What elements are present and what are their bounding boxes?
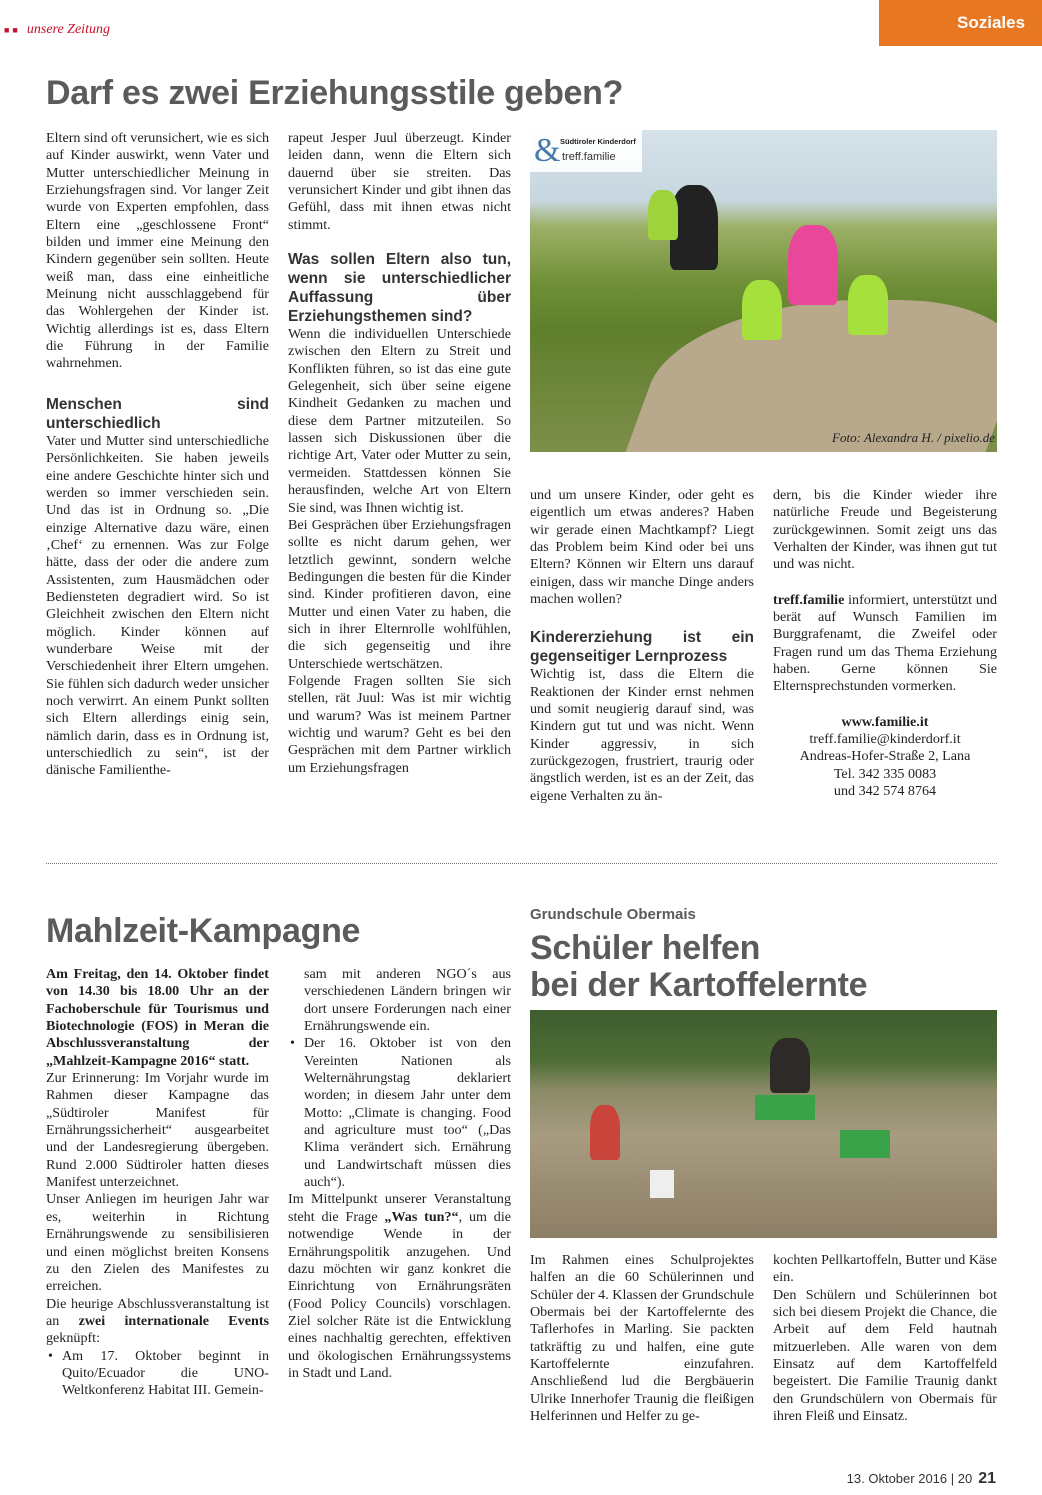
article1-paragraph: und um unsere Kinder, oder geht es eigentlich um etwas anderes? Haben wir gerade einen Machtkampf? Liegt das Problem beim Kind oder bei uns Eltern? Können wir Eltern uns darauf einigen, dass wir manche Dinge anders machen wollen? [530, 487, 754, 608]
article3-col2 [773, 1252, 997, 1425]
article1-col1 [46, 130, 269, 780]
article2-bold-text: „Was tun?“ [384, 1208, 459, 1225]
article1-paragraph: Folgende Fragen sollten Sie sich stellen, rät Juul: Was ist mir wichtig und warum? Was ist meinem Partner wichtig und warum? Geht es bei den Gesprächen mit dem Partner wirklich um Erziehungsfragen [288, 672, 511, 776]
photo-figure [848, 275, 888, 335]
contact-web[interactable]: www.familie.it [841, 713, 929, 730]
photo-crate [840, 1130, 890, 1158]
article3-kicker: Grundschule Obermais [530, 906, 696, 923]
footer-date: 13. Oktober 2016 | 20 [846, 1471, 973, 1486]
article1-paragraph: Wenn die individuellen Unterschiede zwischen den Eltern zu Streit und Konflikten führen, so ist das eine gute Gelegenheit, sich über seine eigene Kindheit Gedanken zu machen und diese dem Partner mitzuteilen. So lassen sich Diskussionen über die richtige Art, Vater oder Mutter zu sein, vermeiden. Stattdessen können Sie herausfinden, welche Art von Eltern Sie sind, was Ihnen wichtig ist. [288, 326, 511, 516]
article1-paragraph: Eltern sind oft verunsichert, wie es sich auf Kinder auswirkt, wenn Vater und Mutter unterschiedlicher Meinung in Erziehungsfragen sind. Vor langer Zeit wurde von Experten empfohlen, dass Eltern eine „geschlossene Front“ bilden und immer eine Meinung den Kindern gegenüber sein sollten. Heute weiß man, dass eine einheitliche Meinung nicht ausschlaggebend für das Wohlergehen der Kinder ist. Wichtig allerdings ist es, dass Eltern die Führung in der Familie wahrnehmen. [46, 130, 269, 372]
org-name: treff.familie [773, 591, 845, 608]
contact-address: Andreas-Hofer-Straße 2, Lana [799, 748, 971, 765]
article1-subheading: Was sollen Eltern also tun, wenn sie unterschiedlicher Auffassung über Erziehungsthemen sind? [288, 251, 511, 326]
article1-paragraph: dern, bis die Kinder wieder ihre natürliche Freude und Begeisterung zurückgewinnen. Somit zeigt uns das Verhalten der Kinder, was ihnen gut tut und was nicht. [773, 487, 997, 573]
family-photo [530, 130, 997, 452]
photo-figure [742, 280, 782, 340]
contact-block [773, 714, 997, 801]
contact-tel1: Tel. 342 335 0083 [833, 765, 937, 782]
page-number: 21 [978, 1470, 996, 1487]
article2-text: , um die notwendige Wende in der Ernährungspolitik anzugehen. Und dazu möchten wir ganz konkret die Einrichtung von Ernährungsräten (Food Policy Councils) vorschlagen. Ziel solcher Räte ist die Entwicklung eines nachhaltig gerechten, effektiven und ökologischen Ernährungssystems in Stadt und Land. [288, 1208, 511, 1381]
photo-figure [648, 190, 678, 240]
article2-headline: Mahlzeit-Kampagne [46, 912, 361, 950]
article2-paragraph: Zur Erinnerung: Im Vorjahr wurde im Rahmen dieser Kampagne das „Südtiroler Manifest für Ernährungssicherheit“ ausgearbeitet und der Landesregierung übergeben. Rund 2.000 Südtiroler hatten dieses Manifest unterzeichnet. [46, 1070, 269, 1191]
article1-paragraph: Bei Gesprächen über Erziehungsfragen sollte es nicht darum gehen, wer letztlich gewinnt, sondern welche Bedingungen die besten für die Kinder sind. Kinder profitieren davon, eine Mutter und einen Vater zu haben, die sich in ihrer Elternrolle wohlfühlen, die sich gegenseitig und ihre Unterschiede wertschätzen. [288, 516, 511, 672]
article1-subheading: Menschen sind unterschiedlich [46, 395, 269, 432]
photo-figure [770, 1038, 810, 1093]
photo-figure [590, 1105, 620, 1160]
treff-familie-logo [530, 130, 642, 172]
article3-paragraph: kochten Pellkartoffeln, Butter und Käse ein. [773, 1252, 998, 1286]
article1-col4 [773, 487, 997, 801]
list-item-continued: sam mit anderen NGO´s aus verschiedenen Ländern bringen wir dort unsere Forderungen nach einer Ernährungswende ein. [304, 966, 511, 1035]
article1-paragraph: rapeut Jesper Juul überzeugt. Kinder leiden dann, wenn die Eltern sich dauernd über sie streiten. Das verunsichert Kinder und gibt ihnen das Gefühl, dass mit ihnen etwas nicht stimmt. [288, 130, 511, 233]
masthead [4, 22, 110, 38]
article2-bullets [288, 966, 511, 1191]
article2-paragraph [46, 1296, 269, 1348]
article2-text: geknüpft: [46, 1330, 101, 1347]
photo-credit: Foto: Alexandra H. / pixelio.de [832, 430, 995, 445]
article2-lead: Am Freitag, den 14. Oktober findet von 14.30 bis 18.00 Uhr an der Fachoberschule für Tourismus und Biotechnologie (FOS) in Meran die Abschlussveranstaltung der „Mahlzeit-Kampagne 2016“ statt. [46, 966, 269, 1069]
section-divider [46, 863, 997, 864]
logo-ampersand: & [534, 132, 561, 169]
photo-crate [755, 1095, 815, 1120]
article2-col1 [46, 966, 269, 1400]
article1-paragraph [773, 592, 997, 696]
article1-headline: Darf es zwei Erziehungsstile geben? [46, 74, 624, 112]
article1-col3 [530, 487, 754, 805]
article3-paragraph: Im Rahmen eines Schulprojektes halfen an die 60 Schülerinnen und Schüler der 4. Klassen der Grundschule Obermais bei der Kartoffelernte des Taflerhofes in Marling. Sie packten tatkräftig zu und halfen, eine gute Kartoffelernte einzufahren. Anschließend lud die Bergbäuerin Ulrike Innerhofer Traunig die fleißigen Helferinnen und Helfer zu ge- [530, 1252, 754, 1425]
section-tab: Soziales [879, 0, 1042, 46]
list-item: • Der 16. Oktober ist von den Vereinten Nationen als Welternährungstag deklariert worden; in diesem Jahr unter dem Motto: „Climate is changing. Food and agriculture must too“ („Das Klima verändert sich. Ernährung und Landwirtschaft müssen dies auch“). [288, 1035, 511, 1191]
article2-text: Die heurige Abschlussveranstaltung ist an [46, 1295, 269, 1329]
contact-tel2: und 342 574 8764 [833, 783, 937, 800]
article2-bullets [46, 1348, 269, 1400]
list-item: • Am 17. Oktober beginnt in Quito/Ecuador die UNO-Weltkonferenz Habitat III. Gemein- [46, 1348, 269, 1400]
article2-text: Im Mittelpunkt unserer Veranstaltung steht die Frage [288, 1191, 511, 1225]
article3-headline-line2: bei der Kartoffelernte [530, 966, 868, 1004]
contact-email[interactable]: treff.familie@kinderdorf.it [809, 731, 961, 748]
article3-paragraph: Den Schülern und Schülerinnen bot sich bei diesem Projekt die Chance, die Arbeit auf dem Feld hautnah mitzuerleben. Alle waren von dem Einsatz auf dem Kartoffelfeld begeistert. Die Familie Traunig dankt den Grundschülern von Obermais für ihren Fleiß und Einsatz. [773, 1286, 997, 1425]
masthead-title: unsere Zeitung [26, 22, 110, 37]
photo-bucket [650, 1170, 674, 1198]
article2-col2 [288, 966, 511, 1382]
logo-line2: treff.familie [562, 151, 616, 163]
org-description: informiert, unterstützt und berät auf Wunsch Familien im Burggrafenamt, die Zweifel oder Fragen rund um das Thema Erziehung haben. Gerne können Sie Elternsprechstunden vormerken. [773, 591, 997, 695]
article1-paragraph: Wichtig ist, dass die Eltern die Reaktionen der Kinder ernst nehmen und somit neugierig darauf sind, was Kindern gut tut und was nicht. Wenn Kinder aggressiv, in sich zurückgezogen, frustriert, traurig oder ängstlich werden, ist es an der Zeit, das eigene Verhalten zu än- [530, 666, 754, 804]
page-footer [847, 1470, 996, 1488]
article2-paragraph [288, 1191, 511, 1382]
article3-col1 [530, 1252, 754, 1425]
article1-subheading: Kindererziehung ist ein gegenseitiger Lernprozess [530, 629, 754, 666]
potato-harvest-photo [530, 1010, 997, 1238]
logo-line1: Südtiroler Kinderdorf [560, 137, 636, 146]
article3-headline [530, 930, 867, 1004]
article2-paragraph: Unser Anliegen im heurigen Jahr war es, weiterhin in Richtung Ernährungswende zu sensibilisieren und einen möglichst breiten Konsens zu den Zielen des Manifestes zu erreichen. [46, 1191, 269, 1295]
article1-paragraph: Vater und Mutter sind unterschiedliche Persönlichkeiten. Sie haben jeweils eine andere Geschichte hinter sich und werden so immer verschieden sein. Und das ist in Ordnung so. „Die einzige Alternative dazu wäre, einen ‚Chef‘ zu ernennen. Was zur Folge hätte, dass der oder die andere zum Assistenten, zum Hausmädchen oder Bediensteten degradiert wird. So ist Gleichheit zwischen den Eltern nicht möglich. Kinder können auf wunderbare Weise mit der Verschiedenheit ihrer Eltern umgehen. Sie fühlen sich dadurch weder unsicher noch verwirrt. An einem Punkt sollten sich Eltern allerdings einig sein, nämlich darin, dass es in Ordnung ist, unterschiedlich zu sein“, ist der dänische Familienthe- [46, 432, 269, 779]
masthead-dots: ■■ [4, 24, 21, 35]
article1-col2 [288, 130, 511, 777]
article3-headline-line1: Schüler helfen [530, 929, 761, 967]
photo-figure [788, 225, 838, 305]
article2-bold-text: zwei internationale Events [78, 1312, 269, 1329]
